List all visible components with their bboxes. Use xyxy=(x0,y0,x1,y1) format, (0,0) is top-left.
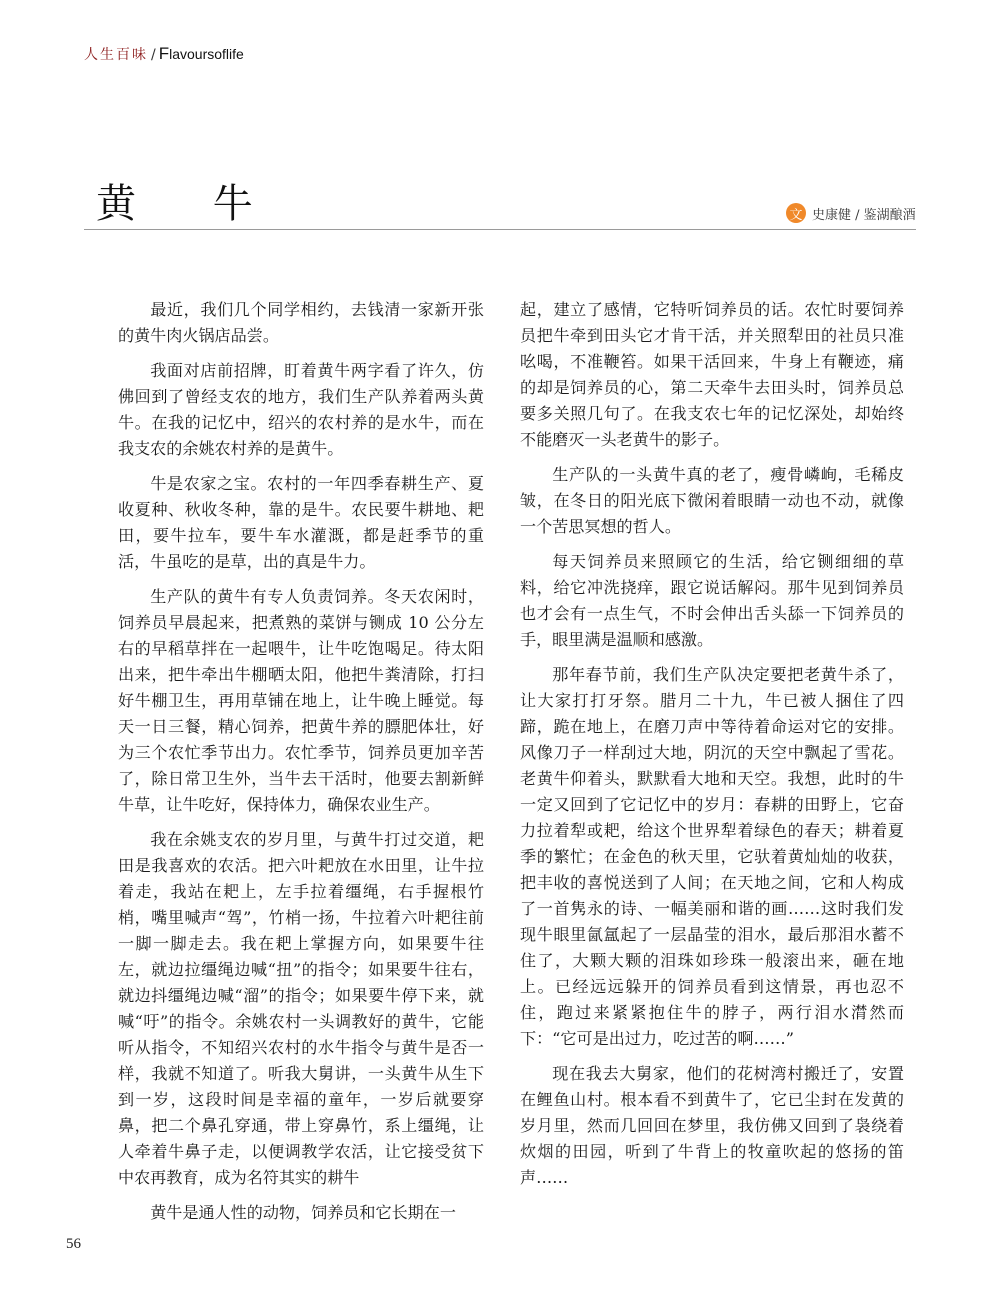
paragraph: 每天饲养员来照顾它的生活，给它铡细细的草料，给它冲洗挠痒，跟它说话解闷。那牛见到饲养员也才会有一点生气，不时会伸出舌头舔一下饲养员的手，眼里满是温顺和感激。 xyxy=(520,552,904,649)
right-column xyxy=(520,297,904,1200)
header-separator: / xyxy=(151,47,156,63)
paragraph: 我在余姚支农的岁月里，与黄牛打过交道，耙田是我喜欢的农活。把六叶耙放在水田里，让牛拉着走，我站在耙上，左手拉着缰绳，右手握根竹梢，嘴里喊声“驾”，竹梢一扬，牛拉着六叶耙往前一脚一脚走去。我在耙上掌握方向，如果要牛往左，就边拉缰绳边喊“扭”的指令；如果要牛往右，就边抖缰绳边喊“溜”的指令；如果要牛停下来，就喊“吁”的指令。余姚农村一头调教好的黄牛，它能听从指令，不知绍兴农村的水牛指令与黄牛是否一样，我就不知道了。听我大舅讲，一头黄牛从生下到一岁，这段时间是幸福的童年，一岁后就要穿鼻，把二个鼻孔穿通，带上穿鼻竹，系上缰绳，让人牵着牛鼻子走，以便调教学农活，让它接受贫下中农再教育，成为名符其实的耕牛 xyxy=(118,830,484,1187)
article-title: 黄 牛 xyxy=(96,181,285,227)
paragraph: 现在我去大舅家，他们的花树湾村搬迁了，安置在鲤鱼山村。根本看不到黄牛了，它已尘封在发黄的岁月里，然而几回回在梦里，我仿佛又回到了袅绕着炊烟的田园，听到了牛背上的牧童吹起的悠扬的笛声…… xyxy=(520,1064,904,1187)
title-divider xyxy=(84,229,916,230)
paragraph-continuation: 起，建立了感情，它特听饲养员的话。农忙时要饲养员把牛牵到田头它才肯干活，并关照犁田的社员只准吆喝，不准鞭笞。如果干活回来，牛身上有鞭迹，痛的却是饲养员的心，第二天牵牛去田头时，饲养员总要多关照几句了。在我支农七年的记忆深处，却始终不能磨灭一头老黄牛的影子。 xyxy=(520,300,904,449)
section-name-en-initial: F xyxy=(158,44,170,63)
section-name-en: lavoursoflife xyxy=(169,46,244,62)
author-badge-icon: 文 xyxy=(786,203,806,223)
left-column xyxy=(118,297,484,1235)
paragraph: 黄牛是通人性的动物，饲养员和它长期在一 xyxy=(150,1203,456,1222)
paragraph: 牛是农家之宝。农村的一年四季春耕生产、夏收夏种、秋收冬种，靠的是牛。农民要牛耕地、耙田，要牛拉车，要牛车水灌溉，都是赶季节的重活，牛虽吃的是草，出的真是牛力。 xyxy=(118,474,484,571)
paragraph: 最近，我们几个同学相约，去钱清一家新开张的黄牛肉火锅店品尝。 xyxy=(118,300,484,345)
running-header xyxy=(84,44,244,64)
paragraph: 那年春节前，我们生产队决定要把老黄牛杀了，让大家打打牙祭。腊月二十九，牛已被人捆住了四蹄，跪在地上，在磨刀声中等待着命运对它的安排。风像刀子一样刮过大地，阴沉的天空中飘起了雪花。老黄牛仰着头，默默看大地和天空。我想，此时的牛一定又回到了它记忆中的岁月：春耕的田野上，它奋力拉着犁或耙，给这个世界犁着绿色的春天；耕着夏季的繁忙；在金色的秋天里，它驮着黄灿灿的收获，把丰收的喜悦送到了人间；在天地之间，它和人构成了一首隽永的诗、一幅美丽和谐的画……这时我们发现牛眼里氤氲起了一层晶莹的泪水，最后那泪水蓄不住了，大颗大颗的泪珠如珍珠一般滚出来，砸在地上。已经远远躲开的饲养员看到这情景，再也忍不住，跑过来紧紧抱住牛的脖子，两行泪水潸然而下：“它可是出过力，吃过苦的啊……” xyxy=(520,665,904,1048)
paragraph: 生产队的黄牛有专人负责饲养。冬天农闲时，饲养员早晨起来，把煮熟的菜饼与铡成 10 公分左右的早稻草拌在一起喂牛，让牛吃饱喝足。待太阳出来，把牛牵出牛棚晒太阳，他把牛粪清除，打扫好牛棚卫生，再用草铺在地上，让牛晚上睡觉。每天一日三餐，精心饲养，把黄牛养的膘肥体壮，好为三个农忙季节出力。农忙季节，饲养员更加辛苦了，除日常卫生外，当牛去干活时，他要去割新鲜牛草，让牛吃好，保持体力，确保农业生产。 xyxy=(118,587,484,814)
byline xyxy=(786,203,916,223)
section-name-cn: 人生百味 xyxy=(84,47,148,63)
paragraph: 生产队的一头黄牛真的老了，瘦骨嶙峋，毛稀皮皱，在冬日的阳光底下微闲着眼睛一动也不动，就像一个苦思冥想的哲人。 xyxy=(520,465,904,536)
page-number: 56 xyxy=(66,1236,81,1252)
author-and-affiliation: 史康健 / 鉴湖酿酒 xyxy=(812,207,916,223)
paragraph: 我面对店前招牌，盯着黄牛两字看了许久，仿佛回到了曾经支农的地方，我们生产队养着两头黄牛。在我的记忆中，绍兴的农村养的是水牛，而在我支农的余姚农村养的是黄牛。 xyxy=(118,361,484,458)
